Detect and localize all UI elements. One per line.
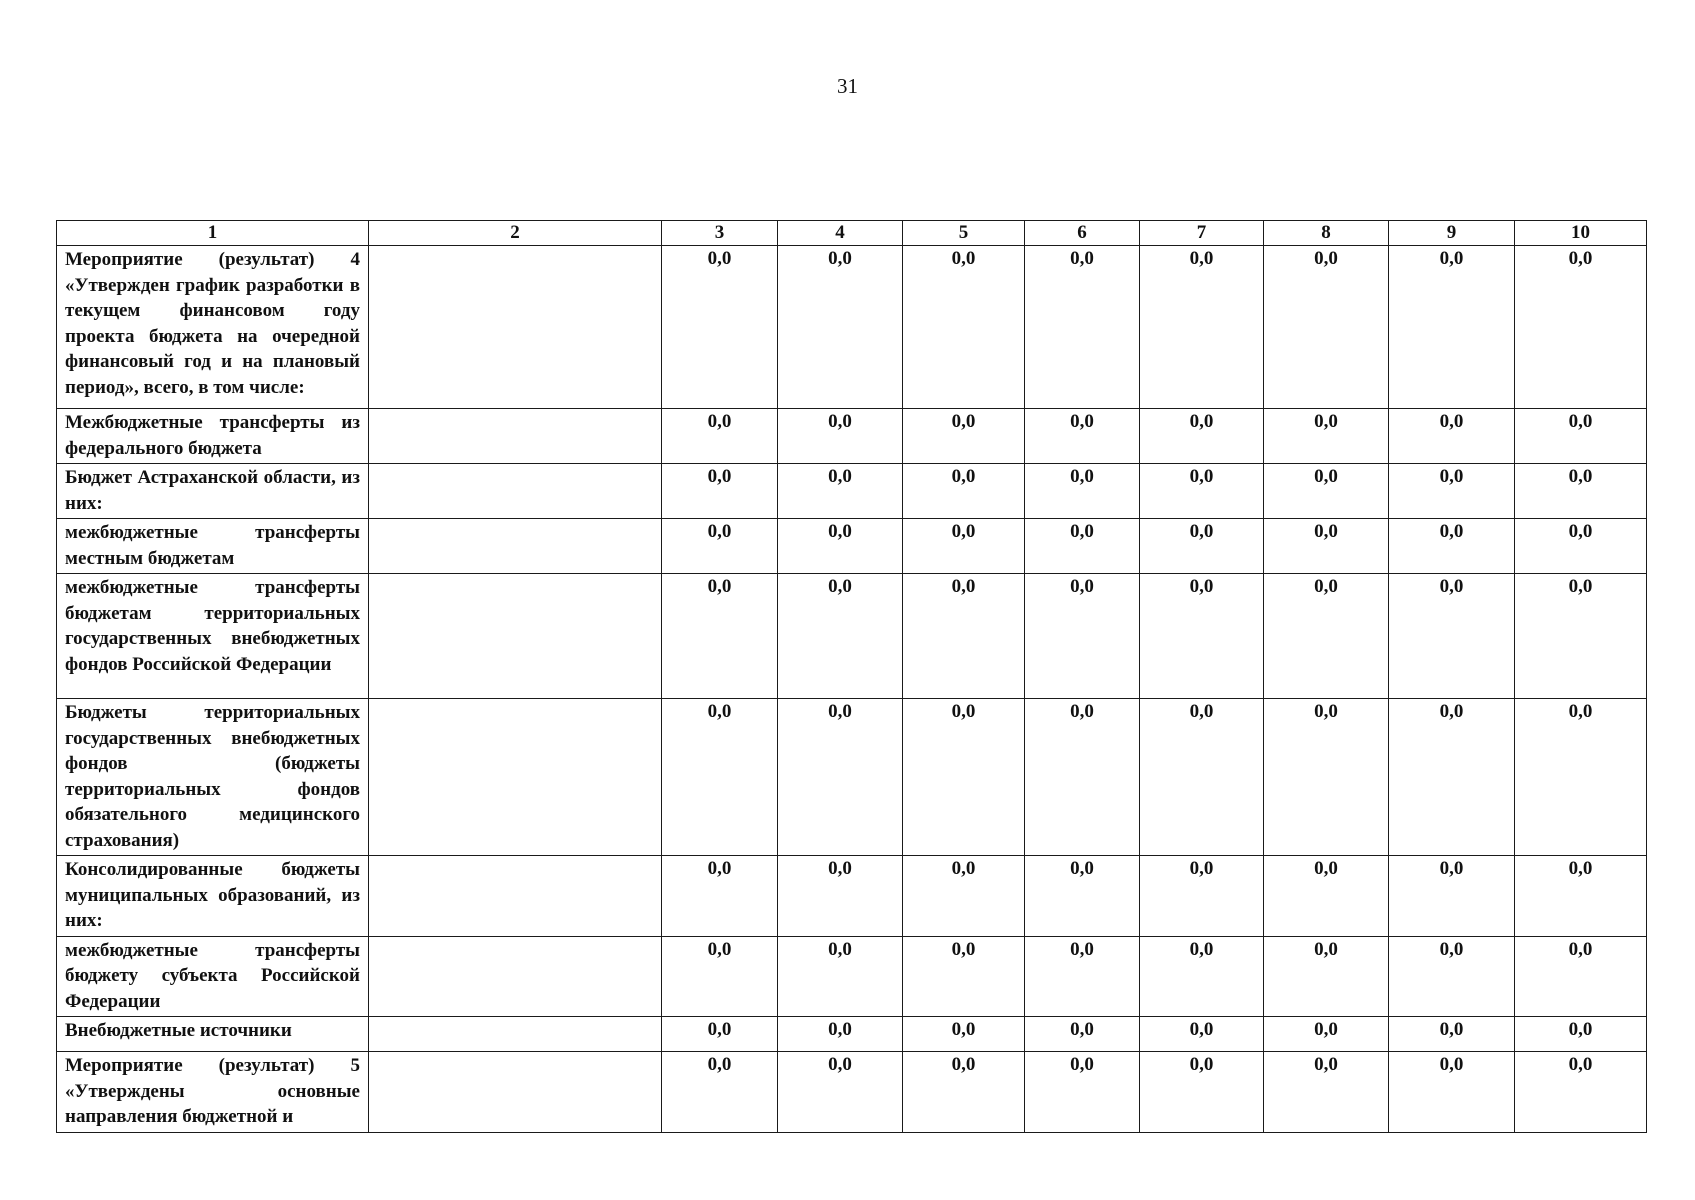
row-value: 0,0 bbox=[1389, 1017, 1515, 1052]
row-value: 0,0 bbox=[778, 936, 903, 1017]
table-row bbox=[57, 1052, 1647, 1133]
row-value: 0,0 bbox=[778, 574, 903, 699]
row-value: 0,0 bbox=[1389, 519, 1515, 574]
row-value: 0,0 bbox=[778, 246, 903, 409]
row-value: 0,0 bbox=[778, 856, 903, 937]
table-row bbox=[57, 699, 1647, 856]
row-value: 0,0 bbox=[1515, 519, 1647, 574]
row-value: 0,0 bbox=[662, 574, 778, 699]
column-header-4: 4 bbox=[778, 221, 903, 246]
row-value: 0,0 bbox=[1389, 246, 1515, 409]
row-value: 0,0 bbox=[903, 574, 1025, 699]
column-header-2: 2 bbox=[369, 221, 662, 246]
row-value: 0,0 bbox=[1025, 699, 1140, 856]
row-value: 0,0 bbox=[662, 1017, 778, 1052]
row-value: 0,0 bbox=[662, 519, 778, 574]
column-header-6: 6 bbox=[1025, 221, 1140, 246]
row-description: Мероприятие (результат) 5 «Утверждены основные направления бюджетной и bbox=[57, 1052, 369, 1133]
column-header-9: 9 bbox=[1389, 221, 1515, 246]
row-value: 0,0 bbox=[1515, 574, 1647, 699]
column-header-3: 3 bbox=[662, 221, 778, 246]
row-value: 0,0 bbox=[1264, 246, 1389, 409]
row-value: 0,0 bbox=[1025, 936, 1140, 1017]
row-value: 0,0 bbox=[1025, 519, 1140, 574]
row-value: 0,0 bbox=[1140, 856, 1264, 937]
row-value: 0,0 bbox=[1025, 464, 1140, 519]
row-value: 0,0 bbox=[662, 1052, 778, 1133]
table-row bbox=[57, 856, 1647, 937]
table-header-row bbox=[57, 221, 1647, 246]
row-value: 0,0 bbox=[1264, 574, 1389, 699]
row-value: 0,0 bbox=[1515, 1052, 1647, 1133]
row-value: 0,0 bbox=[778, 464, 903, 519]
row-value: 0,0 bbox=[1515, 699, 1647, 856]
row-code bbox=[369, 699, 662, 856]
row-value: 0,0 bbox=[1025, 856, 1140, 937]
row-description: Консолидированные бюджеты муниципальных образований, из них: bbox=[57, 856, 369, 937]
column-header-8: 8 bbox=[1264, 221, 1389, 246]
row-value: 0,0 bbox=[1140, 574, 1264, 699]
table-body bbox=[57, 246, 1647, 1133]
row-description: межбюджетные трансферты бюджету субъекта Российской Федерации bbox=[57, 936, 369, 1017]
budget-table bbox=[56, 220, 1647, 1133]
table-row bbox=[57, 246, 1647, 409]
column-header-10: 10 bbox=[1515, 221, 1647, 246]
table-row bbox=[57, 574, 1647, 699]
row-description: Мероприятие (результат) 4 «Утвержден график разработки в текущем финансовом году проекта бюджета на очередной финансовый год и на плановый период», всего, в том числе: bbox=[57, 246, 369, 409]
row-value: 0,0 bbox=[1264, 1052, 1389, 1133]
page-number: 31 bbox=[837, 74, 858, 98]
row-code bbox=[369, 856, 662, 937]
row-value: 0,0 bbox=[1389, 936, 1515, 1017]
row-value: 0,0 bbox=[903, 936, 1025, 1017]
row-value: 0,0 bbox=[903, 1052, 1025, 1133]
row-value: 0,0 bbox=[903, 519, 1025, 574]
row-value: 0,0 bbox=[1140, 464, 1264, 519]
row-value: 0,0 bbox=[903, 464, 1025, 519]
row-value: 0,0 bbox=[1140, 936, 1264, 1017]
row-value: 0,0 bbox=[1025, 574, 1140, 699]
table-row bbox=[57, 1017, 1647, 1052]
row-value: 0,0 bbox=[662, 699, 778, 856]
table-row bbox=[57, 464, 1647, 519]
row-value: 0,0 bbox=[1264, 936, 1389, 1017]
row-value: 0,0 bbox=[1264, 519, 1389, 574]
row-description: Межбюджетные трансферты из федерального бюджета bbox=[57, 409, 369, 464]
row-value: 0,0 bbox=[903, 856, 1025, 937]
row-value: 0,0 bbox=[662, 246, 778, 409]
row-value: 0,0 bbox=[1140, 1052, 1264, 1133]
row-value: 0,0 bbox=[903, 699, 1025, 856]
row-value: 0,0 bbox=[778, 409, 903, 464]
column-header-7: 7 bbox=[1140, 221, 1264, 246]
row-value: 0,0 bbox=[1264, 464, 1389, 519]
table-row bbox=[57, 519, 1647, 574]
row-value: 0,0 bbox=[1515, 464, 1647, 519]
row-code bbox=[369, 574, 662, 699]
row-value: 0,0 bbox=[1515, 1017, 1647, 1052]
column-header-1: 1 bbox=[57, 221, 369, 246]
row-value: 0,0 bbox=[1140, 246, 1264, 409]
row-value: 0,0 bbox=[1389, 574, 1515, 699]
row-code bbox=[369, 246, 662, 409]
row-value: 0,0 bbox=[1140, 409, 1264, 464]
row-value: 0,0 bbox=[1140, 699, 1264, 856]
row-value: 0,0 bbox=[662, 936, 778, 1017]
row-code bbox=[369, 464, 662, 519]
row-value: 0,0 bbox=[662, 409, 778, 464]
row-value: 0,0 bbox=[1025, 246, 1140, 409]
row-value: 0,0 bbox=[778, 699, 903, 856]
row-value: 0,0 bbox=[778, 1017, 903, 1052]
table-row bbox=[57, 409, 1647, 464]
row-value: 0,0 bbox=[1264, 699, 1389, 856]
row-value: 0,0 bbox=[1264, 1017, 1389, 1052]
row-value: 0,0 bbox=[1025, 409, 1140, 464]
row-description: Бюджеты территориальных государственных внебюджетных фондов (бюджеты территориальных фондов обязательного медицинского страхования) bbox=[57, 699, 369, 856]
row-value: 0,0 bbox=[1515, 246, 1647, 409]
row-code bbox=[369, 936, 662, 1017]
row-value: 0,0 bbox=[903, 1017, 1025, 1052]
row-value: 0,0 bbox=[662, 856, 778, 937]
row-code bbox=[369, 1052, 662, 1133]
table-row bbox=[57, 936, 1647, 1017]
row-value: 0,0 bbox=[1264, 409, 1389, 464]
row-value: 0,0 bbox=[1025, 1052, 1140, 1133]
row-value: 0,0 bbox=[903, 409, 1025, 464]
row-description: Бюджет Астраханской области, из них: bbox=[57, 464, 369, 519]
row-code bbox=[369, 519, 662, 574]
row-value: 0,0 bbox=[1389, 856, 1515, 937]
row-description: Внебюджетные источники bbox=[57, 1017, 369, 1052]
row-value: 0,0 bbox=[1140, 1017, 1264, 1052]
row-value: 0,0 bbox=[903, 246, 1025, 409]
row-value: 0,0 bbox=[662, 464, 778, 519]
row-code bbox=[369, 1017, 662, 1052]
row-value: 0,0 bbox=[1389, 409, 1515, 464]
row-value: 0,0 bbox=[1389, 464, 1515, 519]
row-value: 0,0 bbox=[1515, 409, 1647, 464]
row-value: 0,0 bbox=[778, 1052, 903, 1133]
row-value: 0,0 bbox=[1025, 1017, 1140, 1052]
row-code bbox=[369, 409, 662, 464]
row-value: 0,0 bbox=[1389, 1052, 1515, 1133]
column-header-5: 5 bbox=[903, 221, 1025, 246]
row-description: межбюджетные трансферты бюджетам территориальных государственных внебюджетных фондов Российской Федерации bbox=[57, 574, 369, 699]
row-value: 0,0 bbox=[1515, 856, 1647, 937]
row-value: 0,0 bbox=[778, 519, 903, 574]
row-value: 0,0 bbox=[1389, 699, 1515, 856]
row-description: межбюджетные трансферты местным бюджетам bbox=[57, 519, 369, 574]
row-value: 0,0 bbox=[1264, 856, 1389, 937]
row-value: 0,0 bbox=[1515, 936, 1647, 1017]
row-value: 0,0 bbox=[1140, 519, 1264, 574]
